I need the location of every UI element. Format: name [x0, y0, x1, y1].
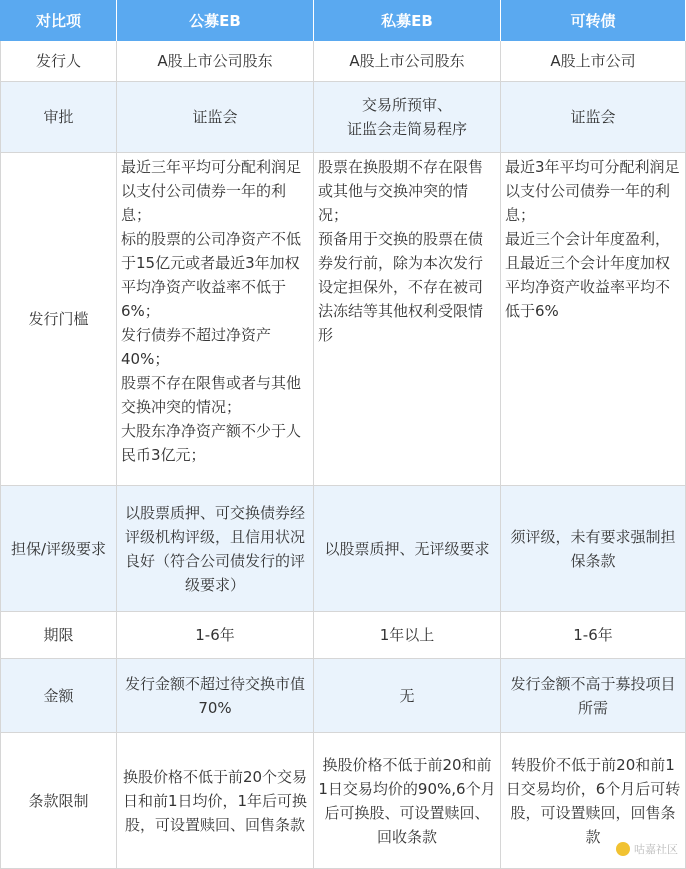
table-cell: 证监会 [117, 82, 314, 153]
table-cell: 股票在换股期不存在限售或其他与交换冲突的情况； 预备用于交换的股票在债券发行前，除为本次发行设定担保外，不存在被司法冻结等其他权利受限情形 [314, 153, 501, 486]
header-cell-private-eb: 私募EB [314, 0, 501, 41]
row-label: 担保/评级要求 [0, 486, 117, 612]
header-cell-convertible: 可转债 [501, 0, 686, 41]
watermark-logo-icon [616, 842, 630, 856]
table-cell: 发行金额不超过待交换市值70% [117, 659, 314, 733]
table-row [0, 82, 686, 153]
table-cell: 无 [314, 659, 501, 733]
watermark [616, 841, 678, 857]
table-row [0, 486, 686, 612]
table-header-row [0, 0, 686, 41]
table-cell: 须评级，未有要求强制担保条款 [501, 486, 686, 612]
table-cell: 1-6年 [117, 612, 314, 659]
table-cell: 交易所预审、 证监会走简易程序 [314, 82, 501, 153]
row-label: 发行人 [0, 41, 117, 82]
table-cell: 1-6年 [501, 612, 686, 659]
row-label: 审批 [0, 82, 117, 153]
table-cell: 换股价格不低于前20和前1日交易均价的90%,6个月后可换股、可设置赎回、回收条款 [314, 733, 501, 869]
table-cell: 1年以上 [314, 612, 501, 659]
table-cell: 换股价格不低于前20个交易日和前1日均价，1年后可换股，可设置赎回、回售条款 [117, 733, 314, 869]
row-label: 金额 [0, 659, 117, 733]
row-label: 期限 [0, 612, 117, 659]
header-cell-item: 对比项 [0, 0, 117, 41]
row-label: 发行门槛 [0, 153, 117, 486]
table-row [0, 612, 686, 659]
watermark-text: 咕嘉社区 [634, 843, 678, 856]
table-cell: A股上市公司股东 [117, 41, 314, 82]
table-cell: 最近三年平均可分配利润足以支付公司债券一年的利息； 标的股票的公司净资产不低于15亿元或者最近3年加权平均净资产收益率不低于6%； 发行债券不超过净资产40%； 股票不存在限售或者与其他交换冲突的情况； 大股东净净资产额不少于人民币3亿元； [117, 153, 314, 486]
table-cell: A股上市公司 [501, 41, 686, 82]
table-row [0, 659, 686, 733]
table-cell: 转股价不低于前20和前1日交易均价，6个月后可转股，可设置赎回，回售条款 [501, 733, 686, 869]
table-cell: 证监会 [501, 82, 686, 153]
header-cell-public-eb: 公募EB [117, 0, 314, 41]
row-label: 条款限制 [0, 733, 117, 869]
table-cell: 最近3年平均可分配利润足以支付公司债券一年的利息； 最近三个会计年度盈利，且最近三个会计年度加权平均净资产收益率平均不低于6% [501, 153, 686, 486]
table-row [0, 733, 686, 869]
table-cell: 以股票质押、可交换债券经评级机构评级，且信用状况良好（符合公司债发行的评级要求） [117, 486, 314, 612]
table-row [0, 153, 686, 486]
table-row [0, 41, 686, 82]
table-cell: 发行金额不高于募投项目所需 [501, 659, 686, 733]
table-cell: 以股票质押、无评级要求 [314, 486, 501, 612]
table-cell: A股上市公司股东 [314, 41, 501, 82]
